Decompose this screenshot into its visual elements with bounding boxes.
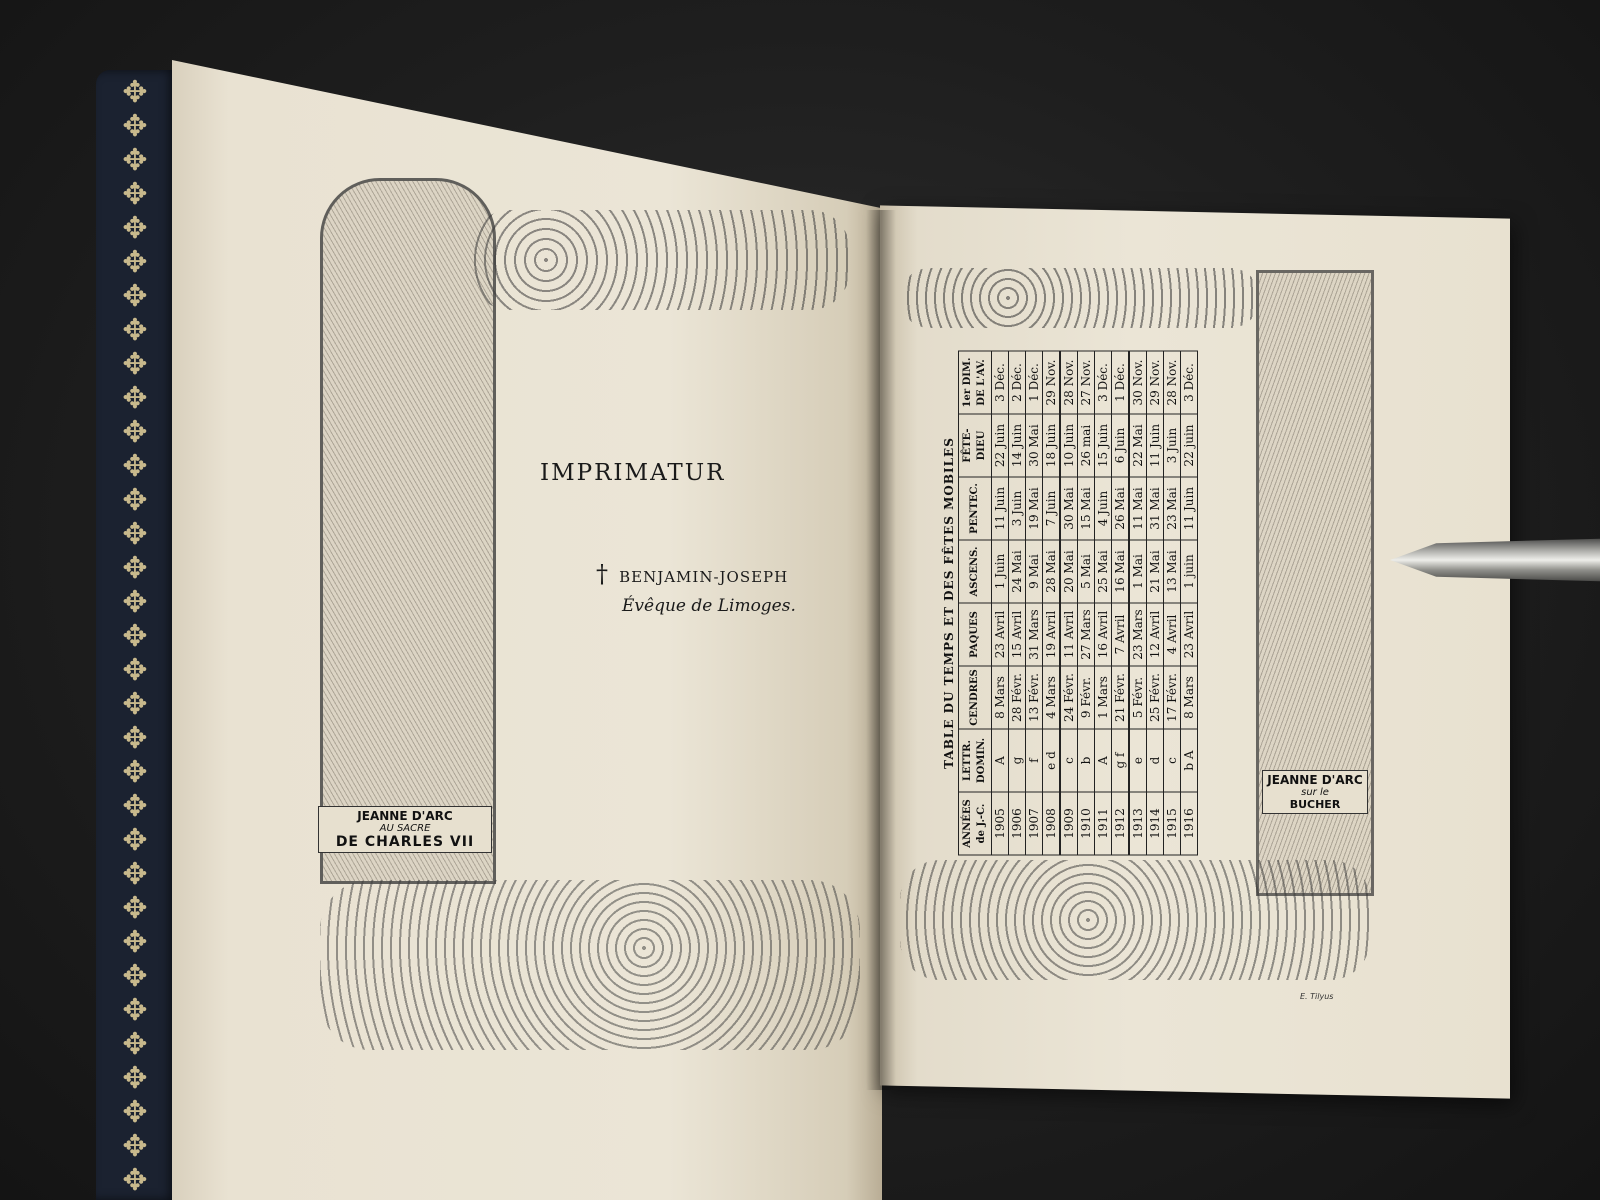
table-cell: 1916 <box>1181 792 1198 855</box>
table-cell: 1905 <box>992 792 1009 855</box>
table-cell: 4 Mars <box>1043 666 1061 729</box>
caption-line-2: AU SACRE <box>379 823 431 834</box>
table-cell: 25 Mai <box>1095 540 1112 603</box>
table-cell: 1912 <box>1112 792 1130 855</box>
table-cell: 11 Juin <box>1181 477 1198 540</box>
table-body <box>992 351 1198 855</box>
table-cell: 15 Avril <box>1009 603 1026 666</box>
table-cell: 1906 <box>1009 792 1026 855</box>
left-illustration-caption <box>318 806 492 853</box>
table-cell: 27 Nov. <box>1078 351 1095 414</box>
table-row <box>1026 351 1043 855</box>
table-cell: 6 Juin <box>1112 414 1130 477</box>
table-column-header: LETTR. DOMIN. <box>959 729 992 792</box>
bishop-title: Évêque de Limoges. <box>622 596 796 616</box>
table-cell: e d <box>1043 729 1061 792</box>
table-column-header: ANNÉES de J.-C. <box>959 792 992 855</box>
table-header-row <box>959 351 992 855</box>
table-cell: 18 Juin <box>1043 414 1061 477</box>
book-spine <box>96 70 176 1200</box>
table-cell: 7 Juin <box>1043 477 1061 540</box>
table-cell: g f <box>1112 729 1130 792</box>
table-cell: 8 Mars <box>992 666 1009 729</box>
table-row <box>1112 351 1130 855</box>
table-cell: 1 juin <box>1181 540 1198 603</box>
table-cell: d <box>1147 729 1164 792</box>
table-cell: 15 Juin <box>1095 414 1112 477</box>
table-column-header: PAQUES <box>959 603 992 666</box>
table-cell: 30 Nov. <box>1129 351 1147 414</box>
table-cell: 19 Avril <box>1043 603 1061 666</box>
table-cell: 26 Mai <box>1112 477 1130 540</box>
table-cell: 25 Févr. <box>1147 666 1164 729</box>
table-cell: 22 juin <box>1181 414 1198 477</box>
table-cell: 16 Mai <box>1112 540 1130 603</box>
table-cell: A <box>992 729 1009 792</box>
table-cell: 7 Avril <box>1112 603 1130 666</box>
vine-ornament-right-bottom <box>900 860 1370 980</box>
table-cell: 21 Févr. <box>1112 666 1130 729</box>
table-cell: 1 Juin <box>992 540 1009 603</box>
table-cell: c <box>1164 729 1181 792</box>
table-cell: 1913 <box>1129 792 1147 855</box>
table-cell: 28 Nov. <box>1060 351 1078 414</box>
bishop-name: BENJAMIN-JOSEPH <box>619 568 789 586</box>
table-row <box>1043 351 1061 855</box>
table-cell: b A <box>1181 729 1198 792</box>
table-cell: 2 Déc. <box>1009 351 1026 414</box>
table-cell: 23 Avril <box>1181 603 1198 666</box>
table-cell: 13 Févr. <box>1026 666 1043 729</box>
table-cell: 27 Mars <box>1078 603 1095 666</box>
table-title: TABLE DU TEMPS ET DES FÊTES MOBILES <box>942 436 956 769</box>
table-cell: 11 Avril <box>1060 603 1078 666</box>
table-cell: 1 Déc. <box>1026 351 1043 414</box>
table-column-header: PENTEC. <box>959 477 992 540</box>
table-cell: 11 Juin <box>1147 414 1164 477</box>
table-cell: 23 Mars <box>1129 603 1147 666</box>
table-cell: 11 Juin <box>992 477 1009 540</box>
table-row <box>1129 351 1147 855</box>
table-column-header: CENDRES <box>959 666 992 729</box>
table-cell: 31 Mai <box>1147 477 1164 540</box>
table-cell: 3 Déc. <box>1181 351 1198 414</box>
table-cell: 23 Avril <box>992 603 1009 666</box>
table-cell: 19 Mai <box>1026 477 1043 540</box>
table-row <box>1009 351 1026 855</box>
table-cell: 1 Déc. <box>1112 351 1130 414</box>
table-cell: 1915 <box>1164 792 1181 855</box>
table-cell: 16 Avril <box>1095 603 1112 666</box>
table-cell: 9 Mai <box>1026 540 1043 603</box>
table-row <box>1164 351 1181 855</box>
table-cell: 24 Févr. <box>1060 666 1078 729</box>
table-row <box>1095 351 1112 855</box>
table-cell: 1 Mai <box>1129 540 1147 603</box>
table-row <box>1181 351 1198 855</box>
table-cell: 17 Févr. <box>1164 666 1181 729</box>
table-cell: 26 mai <box>1078 414 1095 477</box>
caption-line-1: JEANNE D'ARC <box>1267 773 1363 787</box>
table-cell: b <box>1078 729 1095 792</box>
table-column-header: ASCENS. <box>959 540 992 603</box>
table-cell: e <box>1129 729 1147 792</box>
table-row <box>1060 351 1078 855</box>
table-cell: 12 Avril <box>1147 603 1164 666</box>
table-cell: 22 Mai <box>1129 414 1147 477</box>
table-cell: 5 Mai <box>1078 540 1095 603</box>
table-column-header: FÊTE-DIEU <box>959 414 992 477</box>
vine-ornament-top <box>470 210 850 310</box>
table-cell: 3 Déc. <box>1095 351 1112 414</box>
table-cell: 28 Févr. <box>1009 666 1026 729</box>
table-cell: 31 Mars <box>1026 603 1043 666</box>
table-cell: 4 Avril <box>1164 603 1181 666</box>
table-cell: 3 Déc. <box>992 351 1009 414</box>
table-cell: 13 Mai <box>1164 540 1181 603</box>
table-cell: A <box>1095 729 1112 792</box>
caption-line-3: BUCHER <box>1289 798 1341 811</box>
table-cell: 22 Juin <box>992 414 1009 477</box>
table-cell: 4 Juin <box>1095 477 1112 540</box>
gilt-spine-pattern: ✥ ✥ ✥ ✥ ✥ ✥ ✥ ✥ ✥ ✥ ✥ ✥ ✥ ✥ ✥ ✥ ✥ ✥ ✥ ✥ ✥ ✥ ✥ ✥ ✥ ✥ ✥ ✥ ✥ ✥ ✥ ✥ ✥ <box>122 76 150 1198</box>
table-cell: 1910 <box>1078 792 1095 855</box>
bishop-name-line <box>596 560 788 588</box>
table-row <box>992 351 1009 855</box>
table-cell: 10 Juin <box>1060 414 1078 477</box>
cross-icon: † <box>596 560 608 588</box>
table-cell: 24 Mai <box>1009 540 1026 603</box>
table-cell: 9 Févr. <box>1078 666 1095 729</box>
table-cell: 14 Juin <box>1009 414 1026 477</box>
table-row <box>1147 351 1164 855</box>
table-cell: 3 Juin <box>1009 477 1026 540</box>
table-cell: 11 Mai <box>1129 477 1147 540</box>
vine-ornament-bottom <box>320 880 860 1050</box>
gothic-frame-illustration <box>320 178 496 884</box>
right-illustration-caption <box>1262 770 1368 814</box>
imprimatur-heading: IMPRIMATUR <box>540 460 726 486</box>
table-cell: 5 Févr. <box>1129 666 1147 729</box>
engraver-signature: E. Tilyus <box>1300 992 1334 1001</box>
table-cell: 21 Mai <box>1147 540 1164 603</box>
table-cell: 20 Mai <box>1060 540 1078 603</box>
table-cell: 1911 <box>1095 792 1112 855</box>
table-cell: 28 Nov. <box>1164 351 1181 414</box>
caption-line-2: sur le <box>1301 787 1329 798</box>
vine-ornament-right-top <box>900 268 1260 328</box>
table-cell: 28 Mai <box>1043 540 1061 603</box>
table-cell: g <box>1009 729 1026 792</box>
table-cell: 29 Nov. <box>1043 351 1061 414</box>
table-row <box>1078 351 1095 855</box>
table-cell: 23 Mai <box>1164 477 1181 540</box>
page-gutter <box>866 210 896 1090</box>
caption-line-3: DE CHARLES VII <box>335 834 475 850</box>
table-cell: 3 Juin <box>1164 414 1181 477</box>
table-cell: 1909 <box>1060 792 1078 855</box>
table-cell: 8 Mars <box>1181 666 1198 729</box>
table-column-header: 1er DIM. DE L'AV. <box>959 351 992 414</box>
rotated-table <box>940 350 1240 855</box>
table-cell: 30 Mai <box>1026 414 1043 477</box>
table-cell: 1914 <box>1147 792 1164 855</box>
table-cell: f <box>1026 729 1043 792</box>
moveable-feasts-table <box>958 350 1198 855</box>
moveable-feasts-table-container <box>940 350 1240 855</box>
table-cell: 1908 <box>1043 792 1061 855</box>
table-cell: 29 Nov. <box>1147 351 1164 414</box>
table-cell: 1 Mars <box>1095 666 1112 729</box>
table-cell: 1907 <box>1026 792 1043 855</box>
table-cell: 15 Mai <box>1078 477 1095 540</box>
caption-line-1: JEANNE D'ARC <box>357 809 453 823</box>
table-cell: c <box>1060 729 1078 792</box>
table-cell: 30 Mai <box>1060 477 1078 540</box>
